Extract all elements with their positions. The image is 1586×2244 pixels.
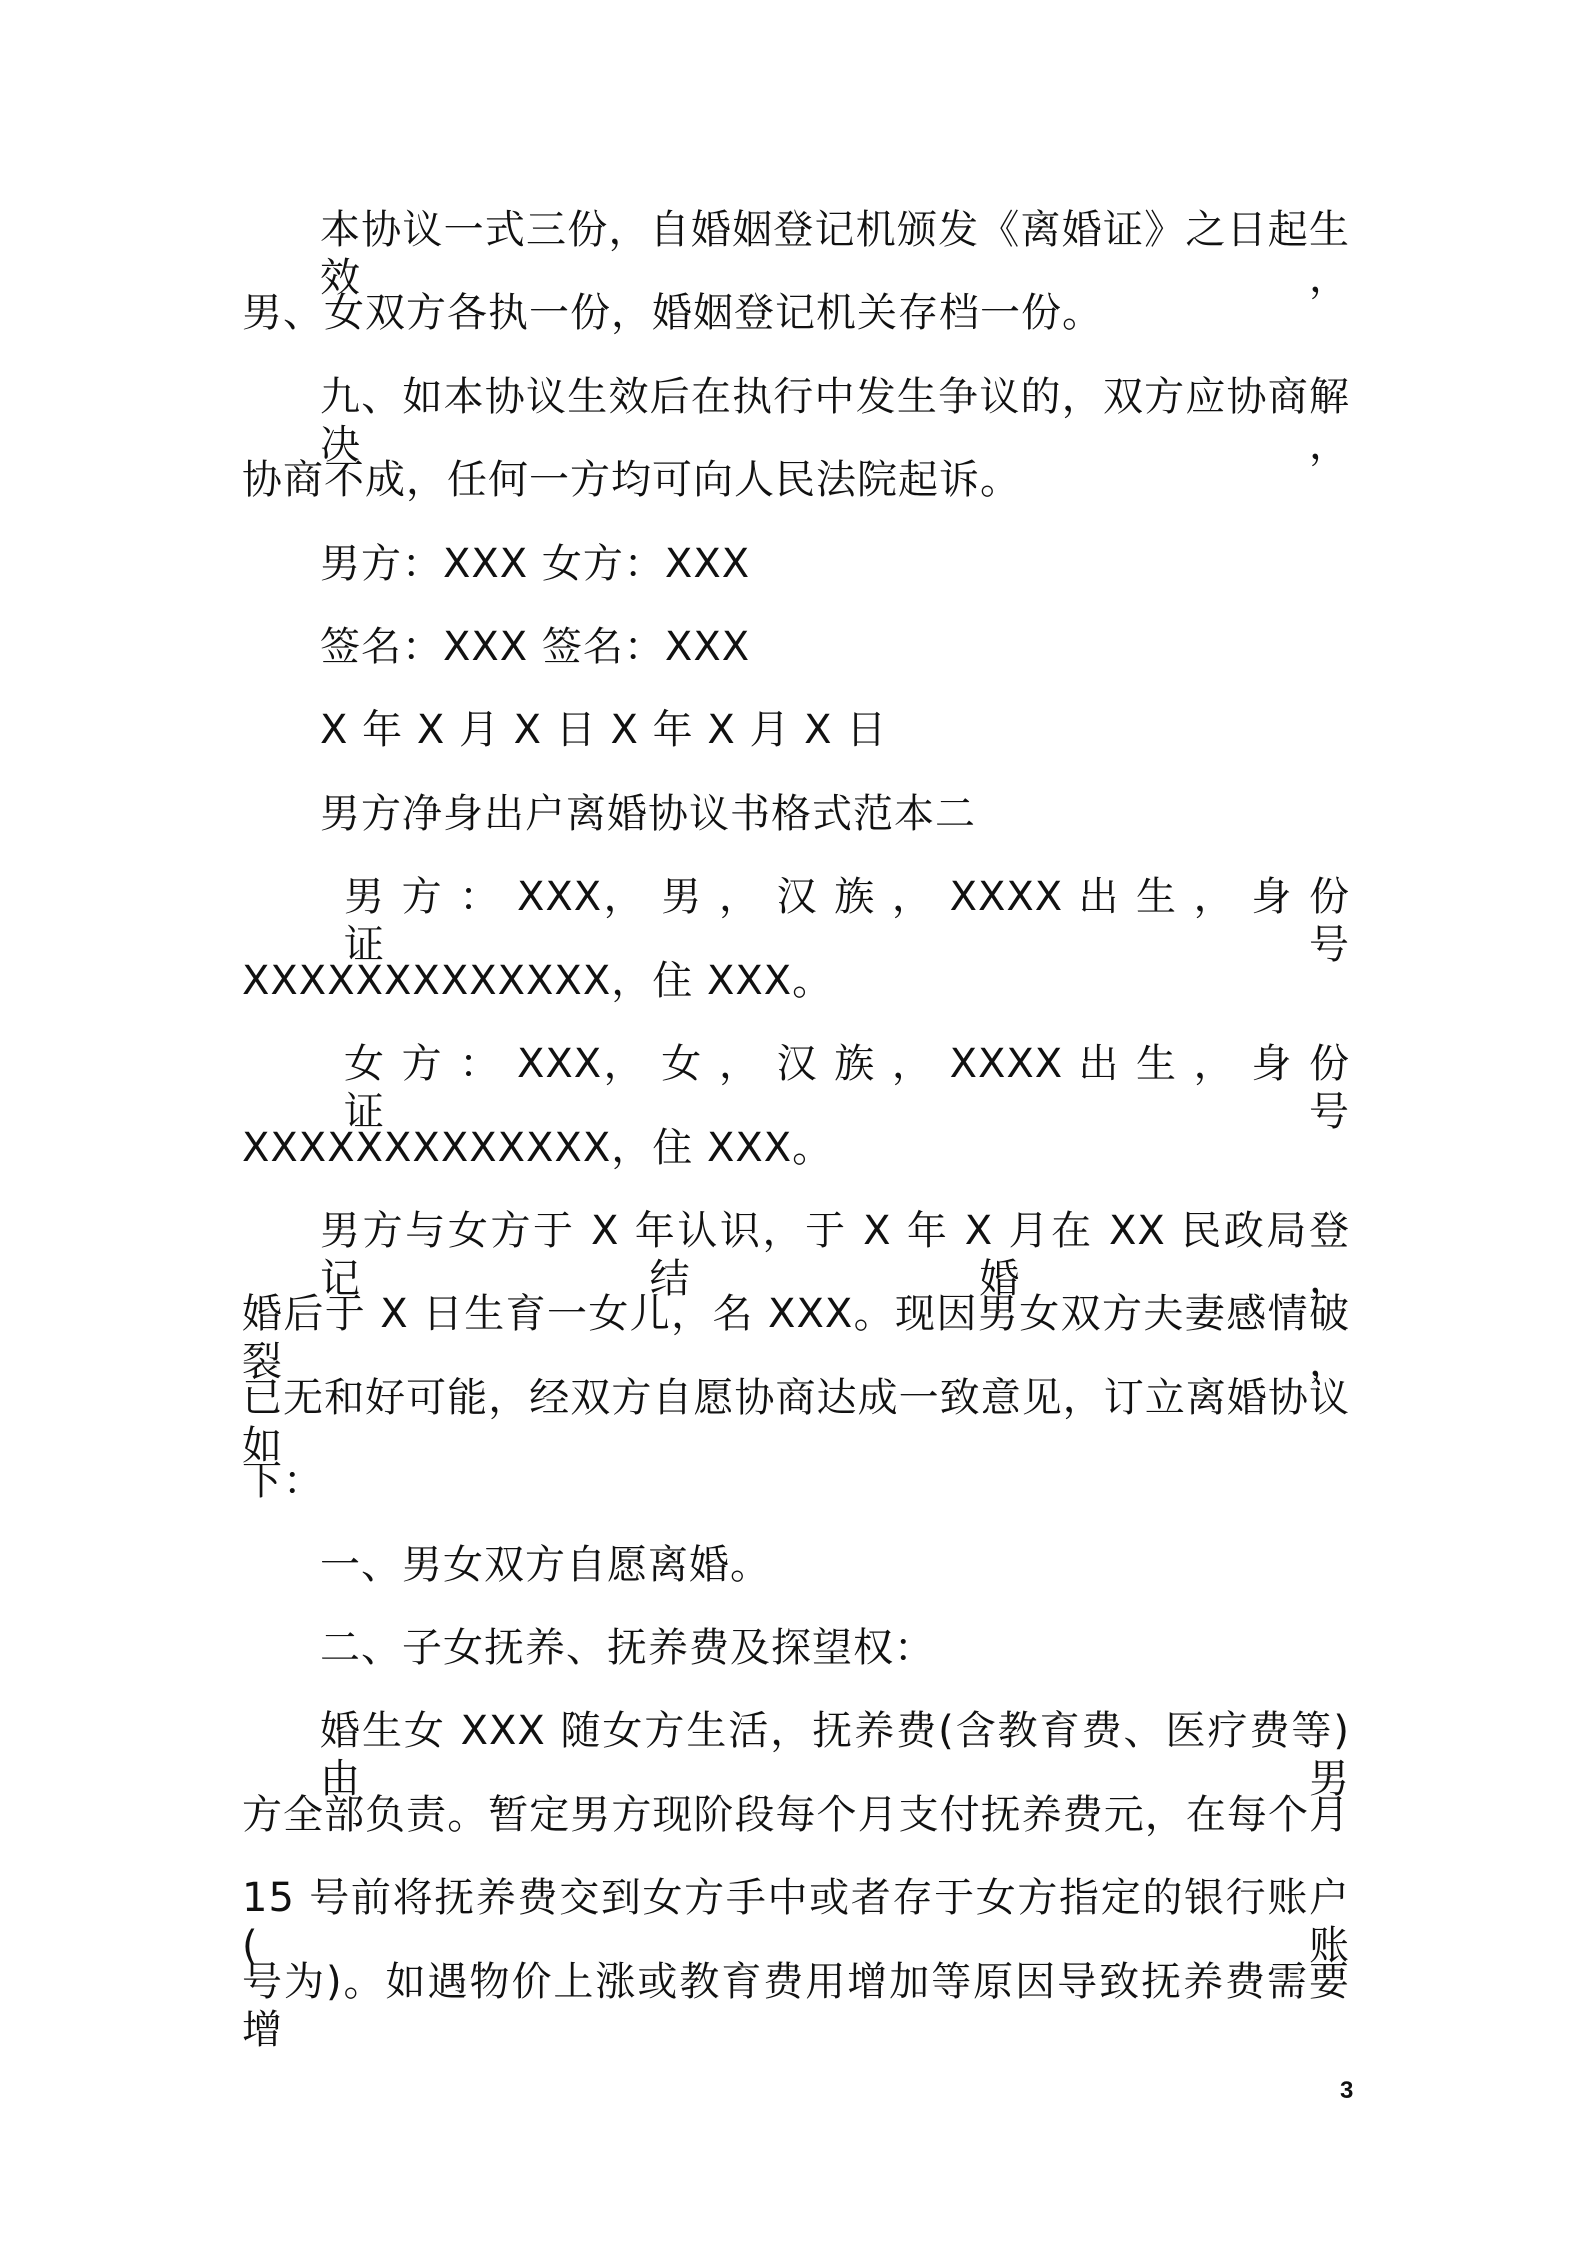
clause-one-line: 一、男女双方自愿离婚。 bbox=[320, 1542, 771, 1588]
husband-info-line: XXXXXXXXXXXXX，住 XXX。 bbox=[242, 958, 834, 1004]
paragraph-line: 婚生女 XXX 随女方生活，抚养费(含教育费、医疗费等)由男 bbox=[320, 1708, 1350, 1802]
clause-two-heading: 二、子女抚养、抚养费及探望权： bbox=[320, 1625, 935, 1671]
date-line: X 年 X 月 X 日 X 年 X 月 X 日 bbox=[320, 707, 888, 753]
party-names-line: 男方：XXX 女方：XXX bbox=[320, 541, 751, 587]
paragraph-line: 已无和好可能，经双方自愿协商达成一致意见，订立离婚协议如 bbox=[242, 1375, 1350, 1469]
clause-nine-line: 协商不成，任何一方均可向人民法院起诉。 bbox=[242, 457, 1021, 503]
signature-line: 签名：XXX 签名：XXX bbox=[320, 624, 751, 670]
paragraph-line: 方全部负责。暂定男方现阶段每个月支付抚养费元，在每个月 bbox=[242, 1792, 1350, 1838]
wife-info-line: 女 方 ： XXX， 女 ， 汉 族 ， XXXX 出 生 ， 身 份 证 号 bbox=[344, 1041, 1350, 1135]
paragraph-line: 婚后于 X 日生育一女儿，名 XXX。现因男女双方夫妻感情破裂， bbox=[242, 1291, 1350, 1385]
page-number: 3 bbox=[1340, 2077, 1354, 2104]
section-heading: 男方净身出户离婚协议书格式范本二 bbox=[320, 791, 976, 837]
paragraph-line: 下： bbox=[242, 1458, 324, 1504]
wife-info-line: XXXXXXXXXXXXX，住 XXX。 bbox=[242, 1125, 834, 1171]
paragraph-line: 男方与女方于 X 年认识，于 X 年 X 月在 XX 民政局登记结婚， bbox=[320, 1208, 1350, 1302]
paragraph-line: 本协议一式三份，自婚姻登记机颁发《离婚证》之日起生效， bbox=[320, 207, 1350, 301]
clause-nine-line: 九、如本协议生效后在执行中发生争议的，双方应协商解决， bbox=[320, 374, 1350, 468]
paragraph-line: 15 号前将抚养费交到女方手中或者存于女方指定的银行账户(账 bbox=[242, 1875, 1350, 1969]
husband-info-line: 男 方 ： XXX， 男 ， 汉 族 ， XXXX 出 生 ， 身 份 证 号 bbox=[344, 874, 1350, 968]
paragraph-line: 男、女双方各执一份，婚姻登记机关存档一份。 bbox=[242, 290, 1103, 336]
paragraph-line: 号为)。如遇物价上涨或教育费用增加等原因导致抚养费需要增 bbox=[242, 1959, 1350, 2053]
